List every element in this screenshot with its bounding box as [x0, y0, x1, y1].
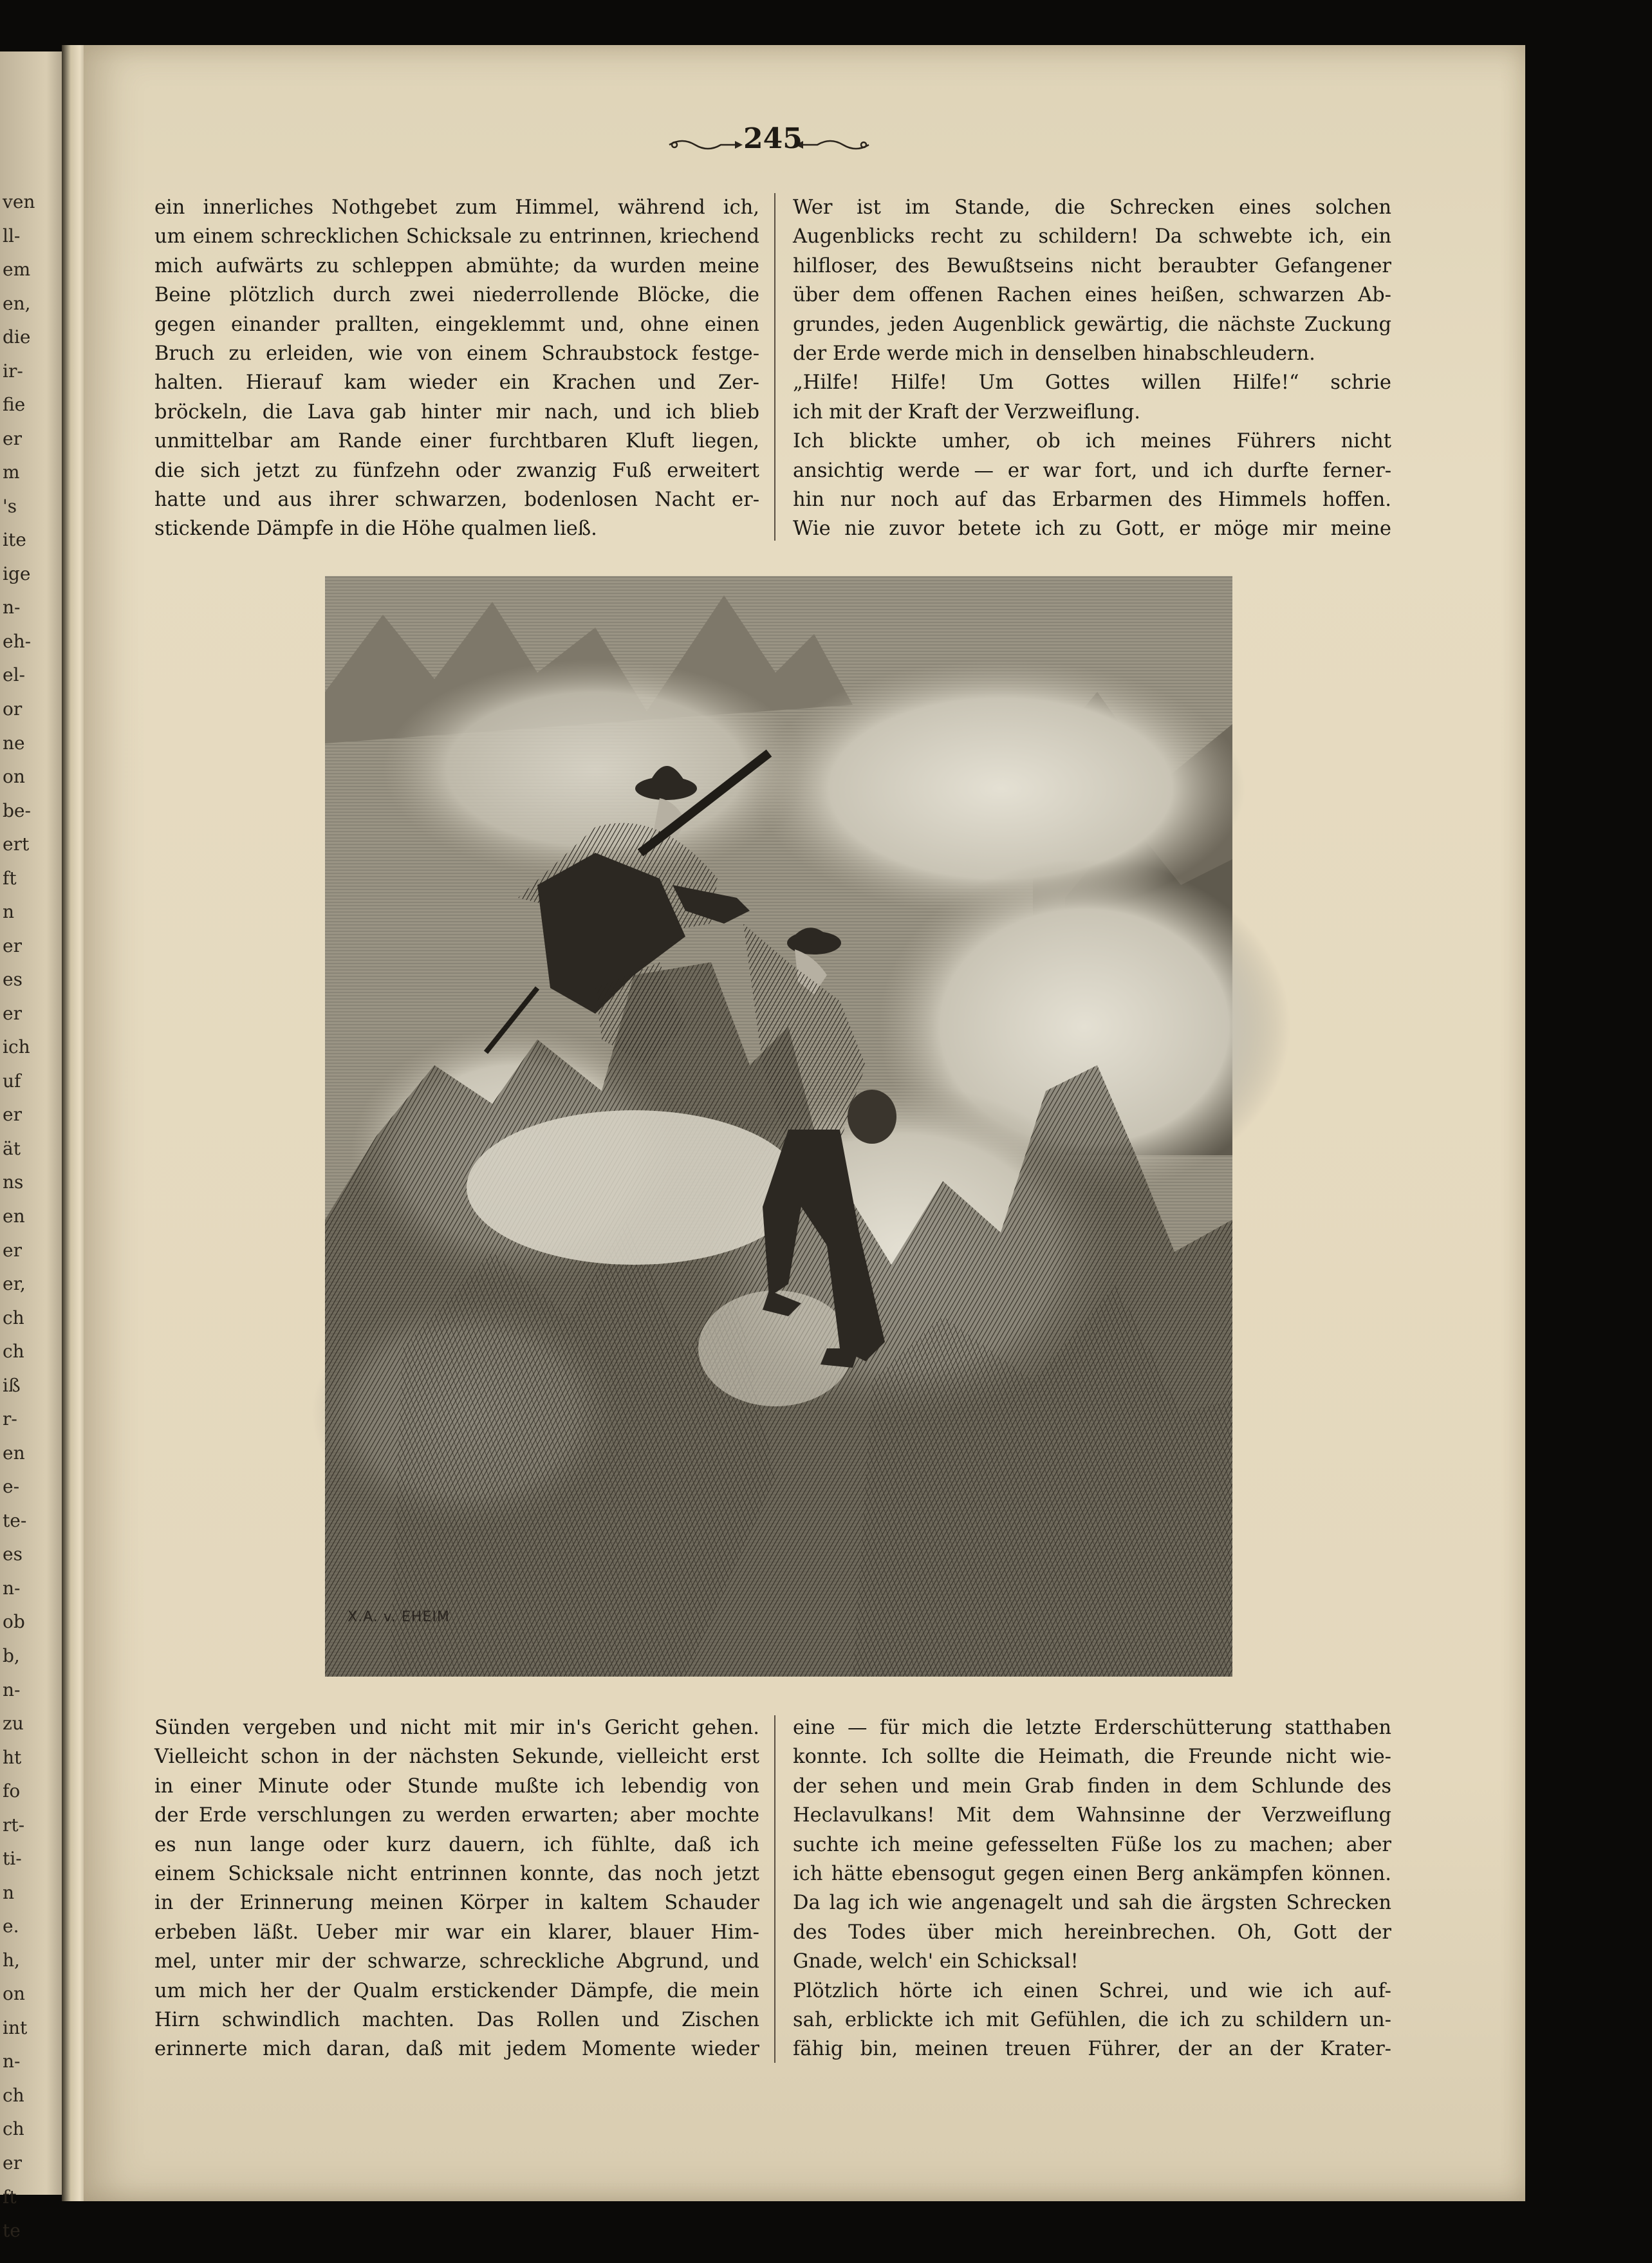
margin-fragment: b, — [3, 1644, 20, 1666]
text-line: grundes, jeden Augenblick gewärtig, die nächste Zuckung — [793, 313, 1391, 336]
margin-fragment: te- — [3, 1509, 27, 1531]
margin-fragment: el- — [3, 664, 25, 686]
text-line: es nun lange oder kurz dauern, ich fühlte, daß ich — [154, 1833, 759, 1856]
text-line: Plötzlich hörte ich einen Schrei, und wie ich auf- — [793, 1979, 1391, 2002]
text-line: hatte und aus ihrer schwarzen, bodenlosen Nacht er- — [154, 488, 759, 511]
margin-fragment: be- — [3, 799, 31, 821]
column-divider — [774, 193, 775, 541]
margin-fragment: n — [3, 1881, 15, 1903]
text-line: um einem schrecklichen Schicksale zu entrinnen, kriechend — [154, 225, 759, 248]
margin-fragment: ne — [3, 732, 25, 754]
text-line: Gnade, welch' ein Schicksal! — [793, 1950, 1079, 1973]
margin-fragment: rt- — [3, 1814, 25, 1836]
text-line: in einer Minute oder Stunde mußte ich lebendig von — [154, 1774, 759, 1798]
margin-fragment: 's — [3, 495, 17, 517]
margin-fragment: ti- — [3, 1848, 22, 1870]
margin-fragment: h, — [3, 1949, 20, 1971]
column-divider — [774, 1715, 775, 2063]
margin-fragment: ob — [3, 1611, 25, 1633]
margin-fragment: er, — [3, 1273, 26, 1295]
margin-fragment: uf — [3, 1070, 21, 1092]
text-line: einem Schicksale nicht entrinnen konnte, das noch jetzt — [154, 1862, 759, 1885]
text-line: eine — für mich die letzte Erderschütterung statthaben — [793, 1717, 1391, 1739]
margin-fragment: ft — [3, 2186, 17, 2208]
margin-fragment: n- — [3, 2051, 21, 2072]
text-line: „Hilfe! Hilfe! Um Gottes willen Hilfe!“ schrie — [793, 371, 1391, 395]
text-line: Augenblicks recht zu schildern! Da schwebte ich, ein — [793, 225, 1391, 248]
text-line: gegen einander prallten, eingeklemmt und, ohne einen — [154, 313, 759, 336]
text-line: Vielleicht schon in der nächsten Sekunde, vielleicht erst — [154, 1746, 759, 1769]
text-line: hilfloser, des Bewußtseins nicht beraubter Gefangener — [793, 254, 1391, 277]
margin-fragment: ch — [3, 1307, 24, 1328]
margin-fragment: eh- — [3, 630, 32, 652]
text-line: die sich jetzt zu fünfzehn oder zwanzig Fuß erweitert — [154, 459, 759, 482]
margin-fragment: e. — [3, 1915, 19, 1937]
margin-fragment: er — [3, 1239, 22, 1261]
text-line: stickende Dämpfe in die Höhe qualmen ließ. — [154, 517, 597, 541]
text-line: erinnerte mich daran, daß mit jedem Momente wieder — [154, 2038, 759, 2061]
text-line: mich aufwärts zu schleppen abmühte; da wurden meine — [154, 254, 759, 277]
margin-fragment: die — [3, 326, 31, 348]
text-line: unmittelbar am Rande einer furchtbaren Kluft liegen, — [154, 430, 759, 453]
margin-fragment: ige — [3, 563, 31, 584]
margin-fragment: iß — [3, 1374, 21, 1396]
text-line: Wer ist im Stande, die Schrecken eines solchen — [793, 196, 1391, 219]
engraving-illustration — [325, 576, 1232, 1677]
text-line: bröckeln, die Lava gab hinter mir nach, und ich blieb — [154, 400, 759, 424]
text-line: Da lag ich wie angenagelt und sah die ärgsten Schrecken — [793, 1892, 1391, 1915]
margin-fragment: ven — [3, 191, 35, 212]
text-column-top-right — [793, 193, 1391, 544]
text-line: ich hätte ebensogut gegen einen Berg ankämpfen können. — [793, 1862, 1391, 1885]
margin-fragment: ch — [3, 1341, 24, 1363]
text-line: konnte. Ich sollte die Heimath, die Freunde nicht wie- — [793, 1746, 1391, 1769]
margin-fragment: ite — [3, 529, 26, 551]
margin-fragment: er — [3, 935, 22, 956]
margin-fragment: n- — [3, 1577, 21, 1599]
text-line: Wie nie zuvor betete ich zu Gott, er möge mir meine — [793, 517, 1391, 541]
artist-signature: X.A. v. EHEIM — [348, 1609, 450, 1625]
text-column-bottom-left — [154, 1713, 759, 2064]
margin-fragment: te — [3, 2220, 21, 2242]
text-line: ansichtig werde — er war fort, und ich durfte ferner- — [793, 459, 1391, 482]
text-line: Beine plötzlich durch zwei niederrollende Blöcke, die — [154, 284, 759, 307]
margin-fragment: er — [3, 1104, 22, 1126]
text-line: Sünden vergeben und nicht mit mir in's Gericht gehen. — [154, 1717, 759, 1739]
text-line: über dem offenen Rachen eines heißen, schwarzen Ab- — [793, 284, 1391, 307]
margin-fragment: ir- — [3, 360, 23, 382]
text-line: Heclavulkans! Mit dem Wahnsinne der Verzweiflung — [793, 1804, 1391, 1827]
margin-fragment: r- — [3, 1408, 17, 1430]
text-line: suchte ich meine gefesselten Füße los zu machen; aber — [793, 1833, 1391, 1856]
text-line: sah, erblickte ich mit Gefühlen, die ich zu schildern un- — [793, 2008, 1391, 2031]
margin-fragment: n — [3, 901, 15, 923]
margin-fragment: m — [3, 461, 20, 483]
margin-fragment: ch — [3, 2118, 24, 2140]
margin-fragment: fo — [3, 1780, 21, 1802]
text-line: Ich blickte umher, ob ich meines Führers nicht — [793, 430, 1391, 453]
text-line: in der Erinnerung meinen Körper in kaltem Schauder — [154, 1892, 759, 1915]
text-line: des Todes über mich hereinbrechen. Oh, Gott der — [793, 1921, 1391, 1944]
margin-fragment: er — [3, 427, 22, 449]
margin-fragment: es — [3, 1543, 23, 1565]
margin-fragment: ch — [3, 2084, 24, 2106]
margin-fragment: er — [3, 2152, 22, 2174]
text-line: mel, unter mir der schwarze, schreckliche Abgrund, und — [154, 1950, 759, 1973]
margin-fragment: en, — [3, 292, 31, 314]
margin-fragment: zu — [3, 1713, 24, 1735]
margin-fragment: or — [3, 698, 23, 720]
text-column-bottom-right — [793, 1713, 1391, 2064]
margin-fragment: er — [3, 1002, 22, 1024]
margin-fragment: es — [3, 969, 23, 991]
margin-fragment: ät — [3, 1137, 21, 1159]
text-line: der Erde verschlungen zu werden erwarten; aber mochte — [154, 1804, 759, 1827]
text-line: der Erde werde mich in denselben hinabschleudern. — [793, 342, 1315, 365]
margin-fragment: ll- — [3, 225, 21, 247]
text-column-top-left — [154, 193, 759, 544]
margin-fragment: int — [3, 2016, 28, 2038]
text-line: ich mit der Kraft der Verzweiflung. — [793, 400, 1140, 424]
text-line: erbeben läßt. Ueber mir war ein klarer, blauer Him- — [154, 1921, 759, 1944]
margin-fragment: en — [3, 1206, 25, 1227]
text-line: der sehen und mein Grab finden in dem Schlunde des — [793, 1774, 1391, 1798]
text-line: ein innerliches Nothgebet zum Himmel, während ich, — [154, 196, 759, 219]
text-line: hin nur noch auf das Erbarmen des Himmels hoffen. — [793, 488, 1391, 511]
margin-fragment: e- — [3, 1476, 20, 1498]
margin-fragment: on — [3, 1983, 25, 2005]
margin-fragment: ert — [3, 833, 30, 855]
page-number: 245 — [743, 122, 803, 155]
margin-fragment: ich — [3, 1036, 30, 1058]
margin-fragment: n- — [3, 597, 21, 619]
text-line: fähig bin, meinen treuen Führer, der an der Krater- — [793, 2038, 1391, 2061]
margin-fragment: ht — [3, 1746, 22, 1768]
margin-fragment: ns — [3, 1171, 24, 1193]
margin-fragment: en — [3, 1442, 25, 1464]
text-line: Hirn schwindlich machten. Das Rollen und Zischen — [154, 2008, 759, 2031]
margin-fragment: fie — [3, 394, 26, 416]
text-line: um mich her der Qualm erstickender Dämpfe, die mein — [154, 1979, 759, 2002]
margin-fragment: on — [3, 766, 25, 788]
margin-fragment: em — [3, 259, 31, 281]
text-line: Bruch zu erleiden, wie von einem Schraubstock festge- — [154, 342, 759, 365]
text-line: halten. Hierauf kam wieder ein Krachen und Zer- — [154, 371, 759, 395]
margin-fragment: n- — [3, 1679, 21, 1700]
margin-fragment: ft — [3, 867, 17, 889]
